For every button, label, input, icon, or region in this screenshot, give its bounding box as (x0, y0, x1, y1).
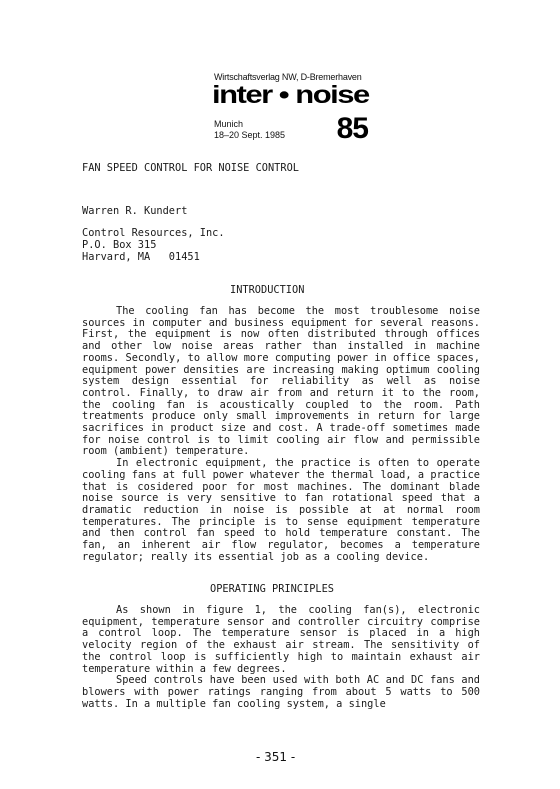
introduction-heading: INTRODUCTION (230, 284, 305, 296)
conference-logo: inter • noise (212, 80, 369, 109)
affiliation-box: P.O. Box 315 (82, 238, 157, 251)
affiliation-city: Harvard, MA 01451 (82, 250, 200, 263)
introduction-paragraph-2: In electronic equipment, the practice is often to operate cooling fans at full power whatever the thermal load, a practice that is cosidered poor for most machines. The dominant blade noise source is very sensitive to fan rotational speed that a dramatic reduction in noise is possible at at normal room temperatures. The principle is to sense equipment temperature and then control fan speed to hold temperature constant. The fan, an inherent air flow regulator, becomes a temperature regulator; really its essential job as a cooling device. (82, 457, 480, 563)
affiliation (82, 228, 225, 263)
operating-paragraph-2: Speed controls have been used with both AC and DC fans and blowers with power ratings ranging from about 5 watts to 500 watts. In a multiple fan cooling system, a single (82, 674, 480, 710)
operating-paragraph-1: As shown in figure 1, the cooling fan(s), electronic equipment, temperature sensor and controller circuitry comprise a control loop. The temperature sensor is placed in a high velocity region of the exhaust air stream. The sensitivity of the control loop is sufficiently high to maintain exhaust air temperature within a few degrees. (82, 604, 480, 675)
conference-dates: 18–20 Sept. 1985 (214, 130, 286, 140)
introduction-paragraph-1: The cooling fan has become the most troublesome noise sources in computer and business equipment for several reasons. First, the equipment is now often distributed through offices and other low noise areas rather than installed in machine rooms. Secondly, to allow more computing power in office spaces, equipment power densities are increasing making optimum cooling system design essential for reliability as well as noise control. Finally, to draw air from and return it to the room, the cooling fan is acoustically coupled to the room. Path treatments produce only small improvements in return for large sacrifices in product size and cost. A trade-off sometimes made for noise control is to limit cooling air flow and permissible room (ambient) temperature. (82, 305, 480, 458)
conference-year: 85 (336, 112, 368, 145)
affiliation-org: Control Resources, Inc. (82, 227, 225, 239)
publisher-line: Wirtschaftsverlag NW, D-Bremerhaven (214, 72, 362, 82)
introduction-body (82, 306, 480, 563)
operating-principles-heading: OPERATING PRINCIPLES (210, 583, 334, 595)
conference-city: Munich (214, 119, 244, 129)
paper-title: FAN SPEED CONTROL FOR NOISE CONTROL (82, 162, 299, 174)
page-number: - 351 - (256, 750, 296, 764)
author-name: Warren R. Kundert (82, 205, 188, 217)
operating-principles-body (82, 605, 480, 710)
conference-header (214, 72, 374, 144)
